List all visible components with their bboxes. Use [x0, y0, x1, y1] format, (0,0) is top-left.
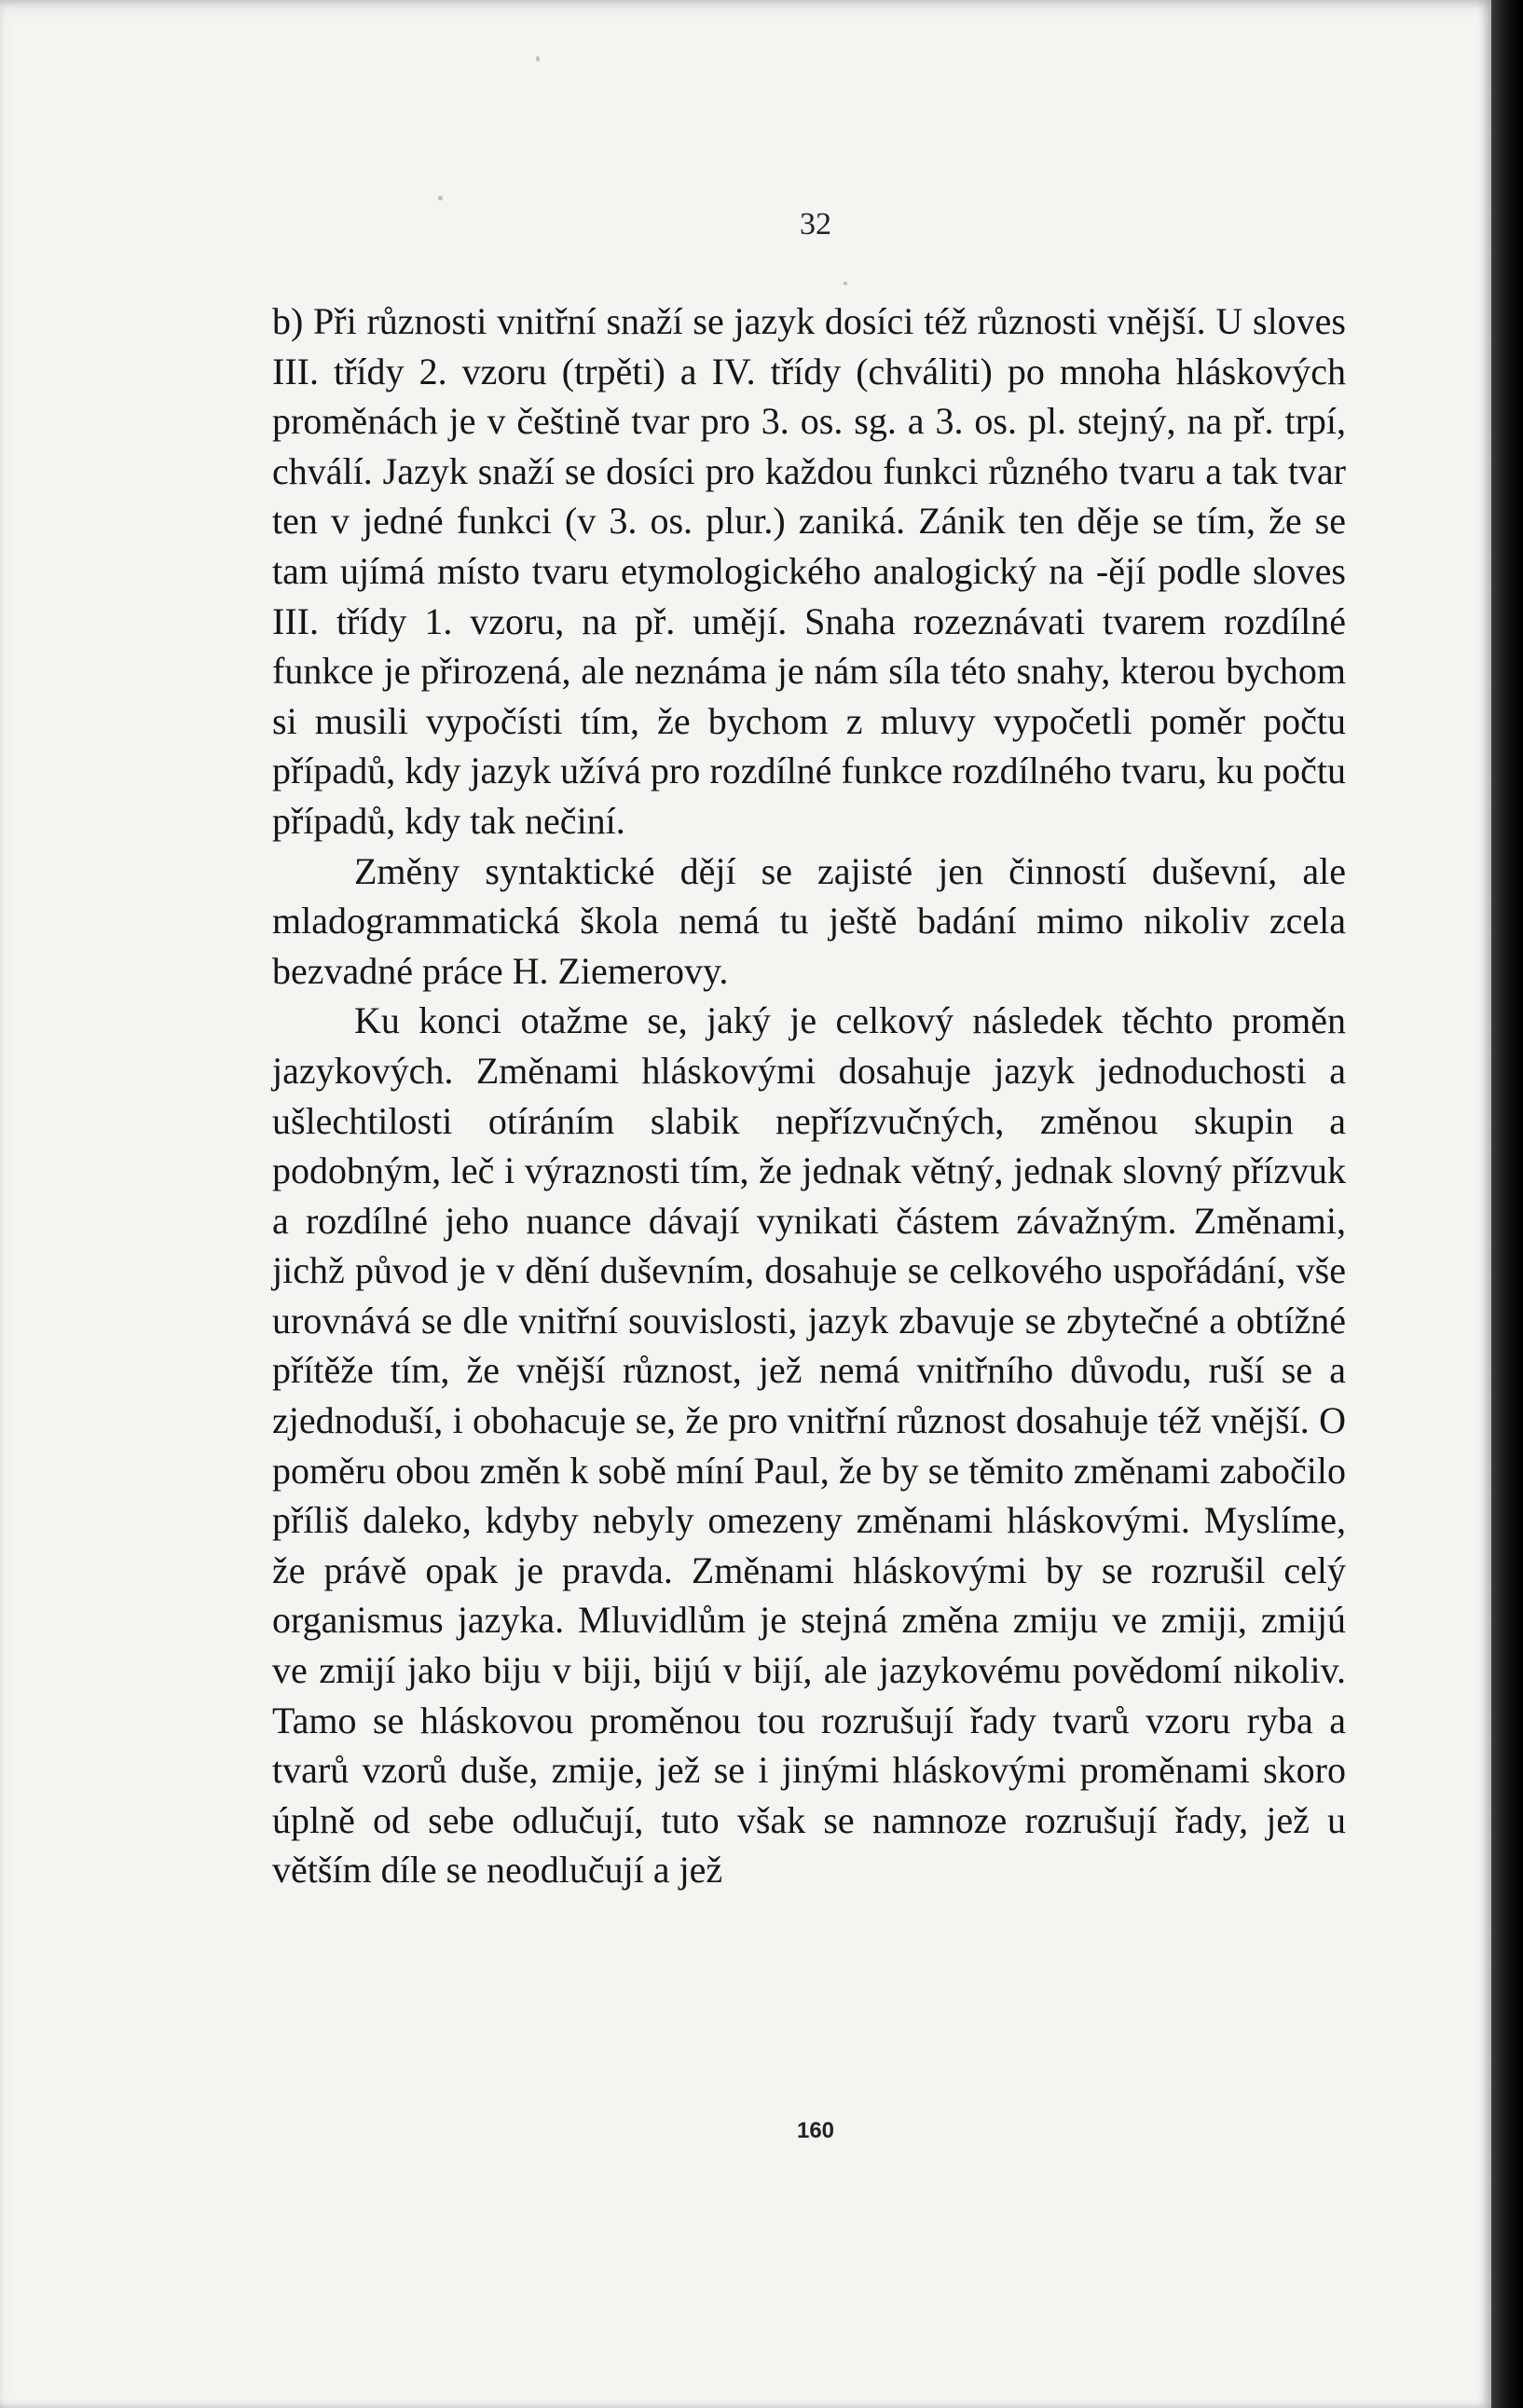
- scan-speck: [438, 196, 443, 200]
- footer-page-number: 160: [796, 2118, 835, 2143]
- scan-speck: [844, 282, 847, 285]
- paragraph: Ku konci otažme se, jaký je celkový následek těchto proměn jazykových. Změnami hláskovými dosahuje jazyk jednoduchosti a ušlechtilosti otíráním slabik nepřízvučných, změnou skupin a podobným, leč i výraznosti tím, že jednak větný, jednak slovný přízvuk a rozdílné jeho nuance dávají vynikati částem závažným. Změnami, jichž původ je v dění duševním, dosahuje se celkového uspořádání, vše urovnává se dle vnitřní souvislosti, jazyk zbavuje se zbytečné a obtížné přítěže tím, že vnější různost, jež nemá vnitřního důvodu, ruší se a zjednoduší, i obohacuje se, že pro vnitřní různost dosahuje též vnější. O poměru obou změn k sobě míní Paul, že by se těmito změnami zabočilo příliš daleko, kdyby nebyly omezeny změnami hláskovými. Myslíme, že právě opak je pravda. Změnami hláskovými by se rozrušil celý organismus jazyka. Mluvidlům je stejná změna zmiju ve zmiji, zmijú ve zmijí jako biju v biji, bijú v bijí, ale jazykovému povědomí nikoliv. Tamo se hláskovou proměnou tou rozrušují řady tvarů vzoru ryba a tvarů vzorů duše, zmije, jež se i jinými hláskovými proměnami skoro úplně od sebe odlučují, tuto však se namnoze rozrušují řady, jež u větším díle se neodlučují a jež: [272, 999, 1346, 1892]
- scan-border: [1491, 0, 1523, 2408]
- body-text: [272, 296, 1346, 1895]
- paragraph: Změny syntaktické dějí se zajisté jen činností duševní, ale mladogrammatická škola nemá tu ještě badání mimo nikoliv zcela bezvadné práce H. Ziemerovy.: [272, 849, 1346, 992]
- scan-speck: [536, 56, 540, 62]
- page-number: 32: [800, 207, 831, 241]
- paragraph: b) Při různosti vnitřní snaží se jazyk dosíci též různosti vnější. U sloves III. třídy 2. vzoru (trpěti) a IV. třídy (chváliti) po mnoha hláskových proměnách je v češtině tvar pro 3. os. sg. a 3. os. pl. stejný, na př. trpí, chválí. Jazyk snaží se dosíci pro každou funkci různého tvaru a tak tvar ten v jedné funkci (v 3. os. plur.) zaniká. Zánik ten děje se tím, že se tam ujímá místo tvaru etymologického analogický na -ějí podle sloves III. třídy 1. vzoru, na př. umějí. Snaha rozeznávati tvarem rozdílné funkce je přirozená, ale neznáma je nám síla této snahy, kterou bychom si musili vypočísti tím, že bychom z mluvy vypočetli poměr počtu případů, kdy jazyk užívá pro rozdílné funkce rozdílného tvaru, ku počtu případů, kdy tak nečiní.: [272, 300, 1346, 842]
